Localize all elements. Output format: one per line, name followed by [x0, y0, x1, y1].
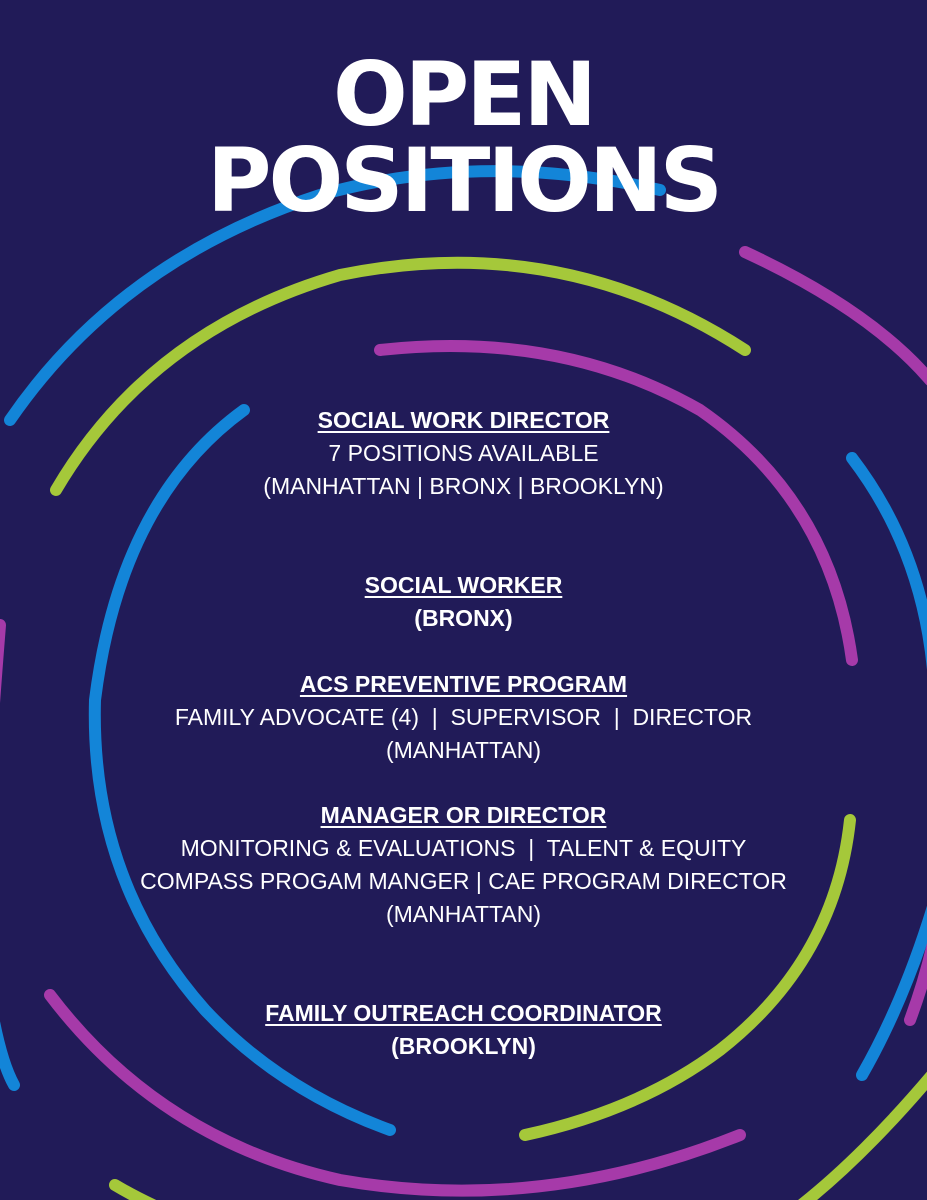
position-detail: 7 POSITIONS AVAILABLE — [328, 440, 599, 466]
position-family-outreach-coordinator — [0, 997, 927, 1063]
position-social-work-director — [0, 404, 927, 503]
position-social-worker — [0, 569, 927, 635]
position-detail: MONITORING & EVALUATIONS | TALENT & EQUITY — [180, 835, 747, 861]
position-location: (MANHATTAN) — [385, 737, 541, 763]
position-detail: COMPASS PROGAM MANGER | CAE PROGRAM DIRECTOR — [140, 868, 787, 894]
position-location: (BROOKLYN) — [391, 1033, 536, 1059]
bottom-lime-arc — [795, 1075, 927, 1200]
position-location: (MANHATTAN | BRONX | BROOKLYN) — [263, 473, 664, 499]
position-heading: ACS PREVENTIVE PROGRAM — [299, 671, 628, 697]
title-line-positions: POSITIONS — [206, 129, 721, 232]
position-manager-or-director — [0, 799, 927, 931]
outer-right-magenta-arc — [745, 252, 927, 380]
position-heading: SOCIAL WORKER — [364, 572, 563, 598]
page-title — [0, 43, 927, 232]
position-heading: SOCIAL WORK DIRECTOR — [317, 407, 610, 433]
position-heading: FAMILY OUTREACH COORDINATOR — [265, 1000, 662, 1026]
position-location: (MANHATTAN) — [385, 901, 541, 927]
position-detail: FAMILY ADVOCATE (4) | SUPERVISOR | DIRECTOR — [174, 704, 753, 730]
position-location: (BRONX) — [414, 605, 513, 631]
title-line-open: OPEN — [332, 43, 595, 146]
bottom-left-lime-arc — [115, 1185, 175, 1200]
position-heading: MANAGER OR DIRECTOR — [320, 802, 607, 828]
position-acs-preventive-program — [0, 668, 927, 767]
